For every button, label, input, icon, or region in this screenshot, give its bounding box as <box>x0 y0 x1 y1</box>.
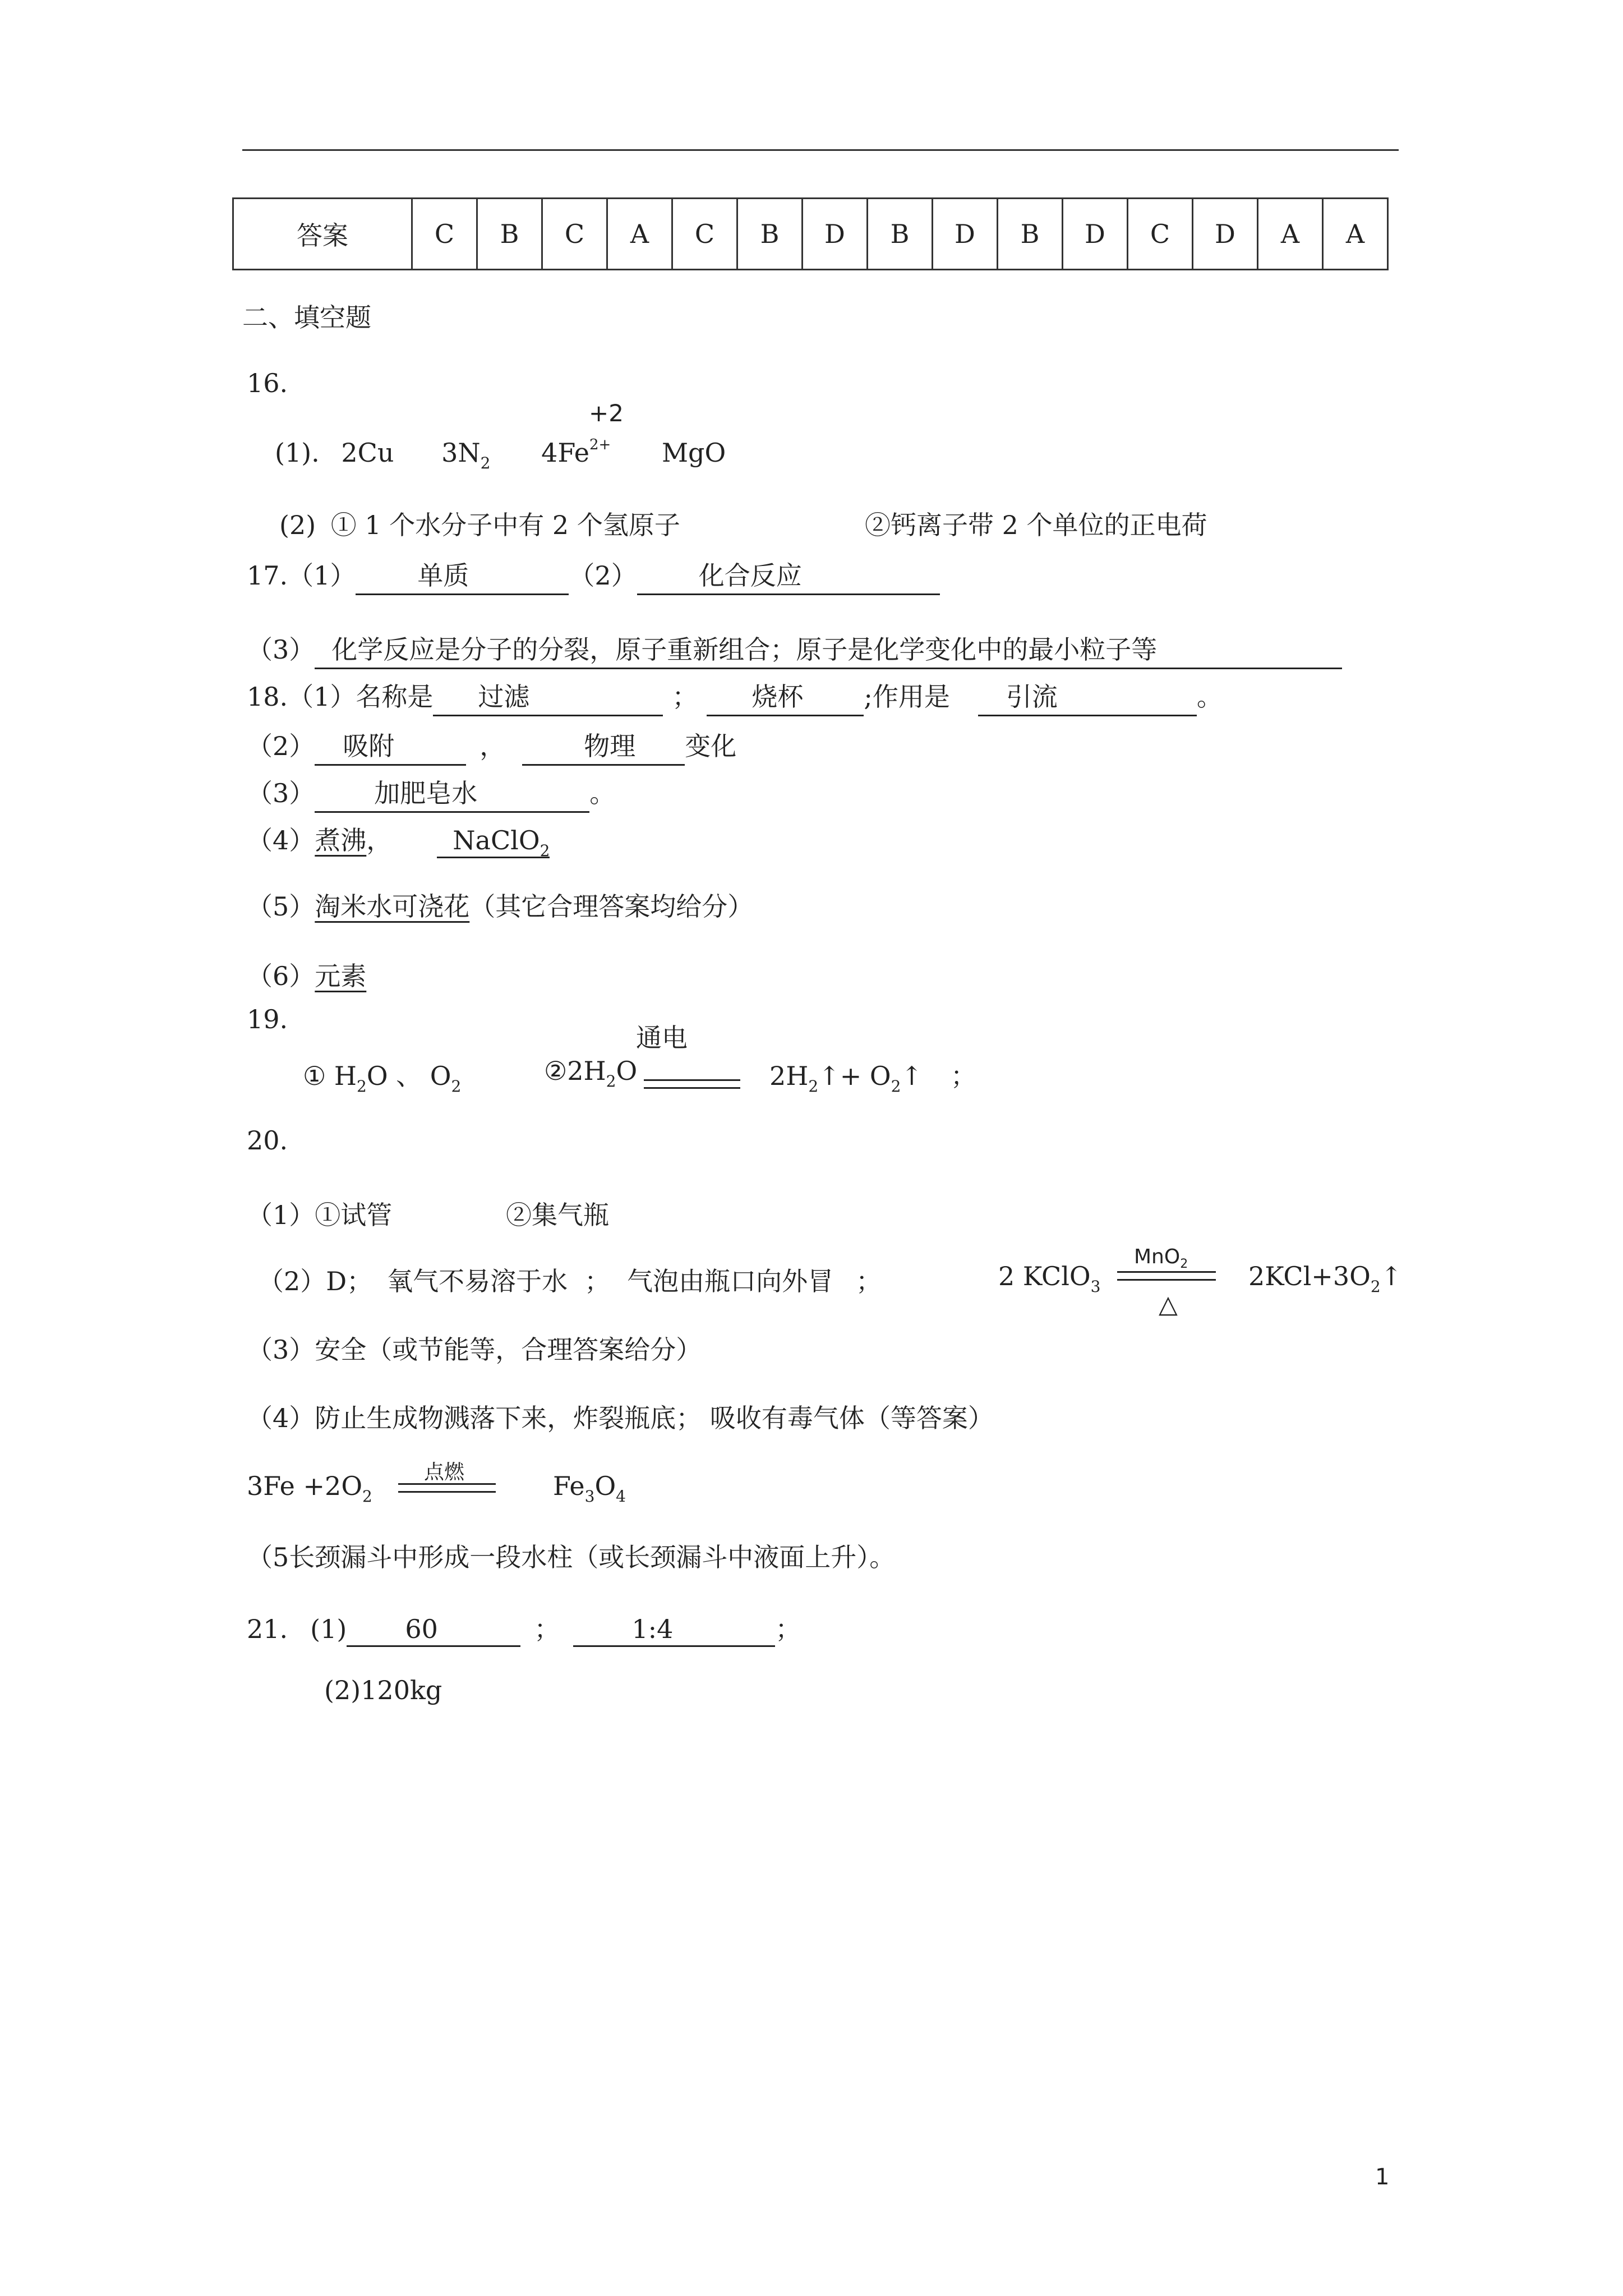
q20-line3: （3）安全（或节能等，合理答案给分） <box>247 1335 702 1365</box>
q19-end: ； <box>951 1061 977 1091</box>
q18-l4-a: 煮沸 <box>315 825 367 855</box>
q19-prod-mid: ↑+ O <box>818 1061 891 1091</box>
q19-number: 19. <box>247 1004 288 1034</box>
q21-a1: 60 <box>347 1614 520 1647</box>
q18-l1-a: 过滤 <box>433 677 663 716</box>
q20-l2-b: 气泡由瓶口向外冒 <box>627 1266 834 1296</box>
q18-line1 <box>247 677 1223 716</box>
q19-part1 <box>303 1056 462 1096</box>
q18-l3-a: 加肥皂水 <box>315 773 589 813</box>
answer-cell-12: C <box>1128 199 1193 270</box>
answer-cell-4: A <box>607 199 672 270</box>
q20-l2-sep2: ； <box>856 1266 882 1296</box>
q17-line1 <box>247 555 940 595</box>
q18-line6 <box>247 956 366 993</box>
q17-answer3: 化学反应是分子的分裂，原子重新组合；原子是化学变化中的最小粒子等 <box>315 629 1342 669</box>
q20-fe-line-top <box>398 1483 496 1485</box>
q18-l1-end: 。 <box>1196 682 1223 712</box>
answer-row <box>233 199 1388 270</box>
answer-cell-11: D <box>1063 199 1128 270</box>
q19-p1-b: O 、 O <box>366 1061 451 1091</box>
q20-catalyst <box>1134 1245 1188 1271</box>
q18-l4-b <box>437 825 550 858</box>
q18-l4-b-text: NaClO <box>453 825 540 855</box>
answer-cell-10: B <box>998 199 1063 270</box>
answer-cell-2: B <box>477 199 542 270</box>
q16-part2 <box>279 505 680 542</box>
q20-products <box>1248 1261 1403 1296</box>
q20-prod-end: ↑ <box>1380 1261 1403 1291</box>
q18-l4-label: （4） <box>247 825 315 855</box>
q18-l1-prefix: 18.（1）名称是 <box>247 682 434 712</box>
page-number: 1 <box>1375 2164 1390 2190</box>
q20-fe-prod-text: Fe <box>553 1471 585 1501</box>
answer-cell-9: D <box>933 199 998 270</box>
q20-l1-a: ①试管 <box>315 1200 393 1230</box>
q16-part2-label: (2) <box>279 510 316 540</box>
answer-cell-14: A <box>1258 199 1323 270</box>
q20-heat: △ <box>1159 1290 1178 1319</box>
q16-part2-a: ① 1 个水分子中有 2 个氢原子 <box>330 510 680 540</box>
q19-eq-line-top <box>644 1079 740 1081</box>
q18-l2-a: 吸附 <box>315 726 466 766</box>
q18-l5-b: （其它合理答案均给分） <box>469 891 754 922</box>
q18-l3-end: 。 <box>589 778 616 808</box>
answer-cell-15: A <box>1323 199 1388 270</box>
q19-p1-sub: 2 <box>356 1077 367 1096</box>
q20-fe-prod-b: O <box>594 1471 616 1501</box>
q18-l6-label: （6） <box>247 961 315 991</box>
q20-prod-sub: 2 <box>1370 1277 1381 1296</box>
q18-line2 <box>247 726 736 766</box>
q20-l2-a: 氧气不易溶于水 <box>387 1266 568 1296</box>
q18-line5 <box>247 886 753 923</box>
answer-cell-3: C <box>542 199 607 270</box>
q19-prod-o-sub: 2 <box>891 1077 901 1096</box>
q21-end: ； <box>775 1614 801 1644</box>
q17-answer1: 单质 <box>356 555 569 595</box>
q18-l5-label: （5） <box>247 891 315 922</box>
answer-cell-8: B <box>868 199 933 270</box>
q18-l2-label: （2） <box>247 731 315 761</box>
q19-part2 <box>544 1056 638 1091</box>
q20-fe-eq-sub: 2 <box>362 1487 372 1506</box>
answer-cell-6: B <box>737 199 803 270</box>
q18-l1-sep: ； <box>672 682 698 712</box>
q17-label3: （3） <box>247 634 315 665</box>
q17-label2: （2） <box>569 560 637 591</box>
q19-p1-text: ① H <box>303 1061 357 1091</box>
answer-cell-13: D <box>1193 199 1258 270</box>
q18-l5-a: 淘米水可浇花 <box>315 891 470 922</box>
q21-sep: ； <box>534 1614 560 1644</box>
q21-p1-label: (1) <box>310 1614 347 1644</box>
q20-line1 <box>247 1195 392 1232</box>
q16-valence: +2 <box>589 399 624 427</box>
answer-header: 答案 <box>233 199 412 270</box>
q20-l2-sep1: ； <box>584 1266 611 1296</box>
q18-line4 <box>247 820 550 858</box>
q19-prod-h-sub: 2 <box>808 1077 819 1096</box>
q18-l4-b-sub: 2 <box>540 841 550 860</box>
q17-answer2: 化合反应 <box>637 555 940 595</box>
q16-fe-sup: 2+ <box>589 436 611 453</box>
q21-label: 21. <box>247 1614 288 1644</box>
q18-l3-label: （3） <box>247 778 315 808</box>
q20-l1-label: （1） <box>247 1200 315 1230</box>
q18-l2-b: 物理 <box>522 726 685 766</box>
q19-condition: 通电 <box>636 1023 688 1053</box>
q20-fe-eq-text: 3Fe +2O <box>247 1471 363 1501</box>
q20-line4: （4）防止生成物溅落下来，炸裂瓶底； 吸收有毒气体（等答案） <box>247 1403 994 1433</box>
q20-kclo3 <box>998 1261 1101 1296</box>
q16-mgo: MgO <box>661 438 726 468</box>
q20-fe-eq <box>247 1471 372 1506</box>
q19-p1-sub2: 2 <box>451 1077 462 1096</box>
q16-cu: 2Cu <box>341 438 394 468</box>
q16-part1-label: (1). <box>275 438 320 468</box>
answer-cell-7: D <box>803 199 868 270</box>
q16-n2-text: 3N <box>441 438 481 468</box>
q20-catalyst-sub: 2 <box>1180 1257 1188 1271</box>
q17-line3 <box>247 629 1342 669</box>
q16-part2-b: ②钙离子带 2 个单位的正电荷 <box>865 510 1207 540</box>
q16-fe-text: 4Fe <box>541 438 589 468</box>
q20-fe-line-bottom <box>398 1491 496 1493</box>
q20-eq-line-top <box>1117 1271 1216 1273</box>
q18-l6-a: 元素 <box>315 961 367 991</box>
q19-p2-b: O <box>616 1056 638 1086</box>
q20-line2 <box>258 1261 882 1298</box>
q16-part1 <box>275 436 726 472</box>
answer-cell-5: C <box>672 199 737 270</box>
q18-l1-b: 烧杯 <box>707 677 864 716</box>
q19-p2-sub: 2 <box>606 1072 616 1091</box>
q20-fe-prod-sub1: 3 <box>584 1487 595 1506</box>
q20-fe-prod-sub2: 4 <box>616 1487 626 1506</box>
header-rule <box>242 149 1399 151</box>
q19-prod-h: 2H <box>769 1061 809 1091</box>
q20-kclo3-text: 2 KClO <box>998 1261 1091 1291</box>
q18-l1-c: 引流 <box>978 677 1197 716</box>
q16-number: 16. <box>247 368 288 398</box>
q16-n2-sub: 2 <box>480 454 491 472</box>
q18-l1-mid: ;作用是 <box>864 682 950 712</box>
q20-eq-line-bottom <box>1117 1279 1216 1281</box>
q17-label1: 17.（1） <box>247 560 356 591</box>
q21-a2: 1:4 <box>573 1614 775 1647</box>
q20-catalyst-text: MnO <box>1134 1245 1181 1268</box>
q20-number: 20. <box>247 1125 288 1156</box>
q16-n2 <box>441 438 491 472</box>
q19-prod-end: ↑ <box>901 1061 923 1091</box>
q18-l4-sep: ， <box>366 825 393 855</box>
q18-l2-c: 变化 <box>685 731 737 761</box>
q20-fe-prod <box>553 1471 626 1506</box>
q20-line5: （5长颈漏斗中形成一段水柱（或长颈漏斗中液面上升）。 <box>247 1542 896 1572</box>
q21-line1 <box>247 1609 801 1647</box>
q21-part2: (2)120kg <box>324 1675 442 1705</box>
q19-p2-text: ②2H <box>544 1056 606 1086</box>
q20-l2-label: （2）D； <box>258 1266 373 1296</box>
q16-fe <box>541 438 611 468</box>
q20-ignite: 点燃 <box>424 1461 465 1484</box>
answer-cell-1: C <box>412 199 477 270</box>
q20-kclo3-sub: 3 <box>1090 1277 1101 1296</box>
q20-l1-b: ②集气瓶 <box>506 1200 609 1230</box>
section-title: 二、填空题 <box>242 302 371 333</box>
q19-products <box>769 1056 977 1096</box>
q20-prod-text: 2KCl+3O <box>1248 1261 1371 1291</box>
q19-eq-line-bottom <box>644 1087 740 1089</box>
answer-table <box>232 197 1389 270</box>
q18-line3 <box>247 773 615 813</box>
q18-l2-sep: ， <box>479 731 506 761</box>
